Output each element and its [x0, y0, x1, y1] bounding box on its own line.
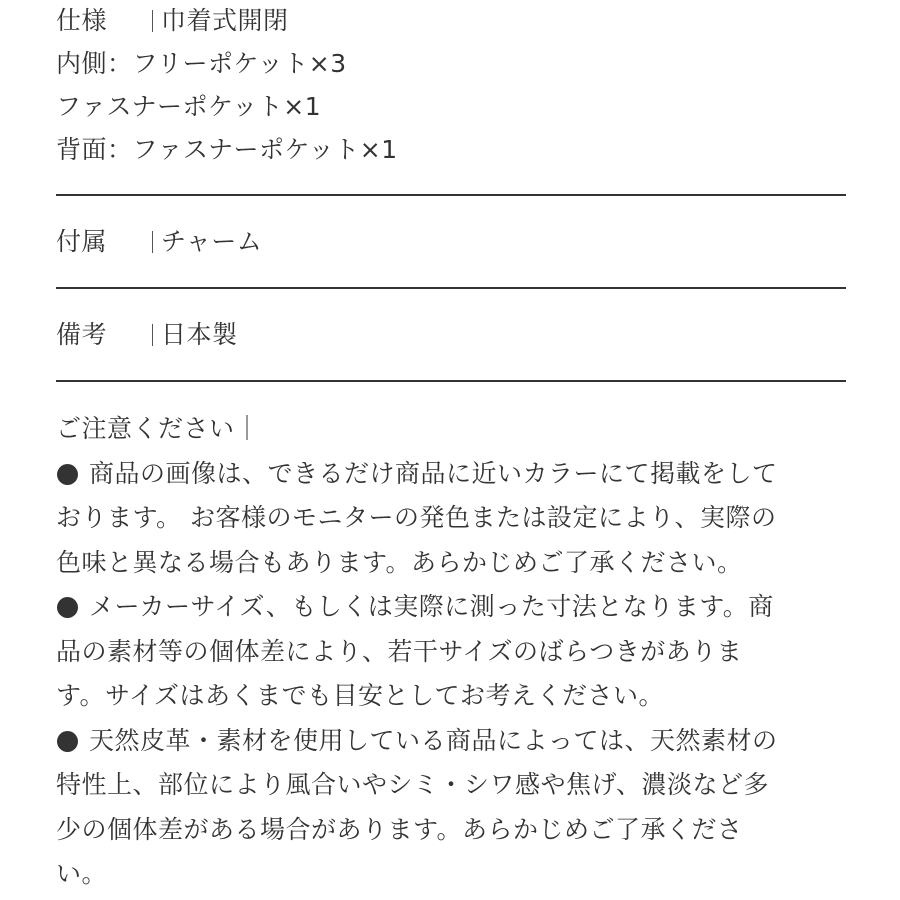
- notes-lines: [56, 452, 846, 897]
- divider: [56, 287, 846, 289]
- notes-section: [56, 407, 846, 897]
- separator-bar: [152, 324, 153, 346]
- note-line: [56, 452, 846, 497]
- note-line: [56, 763, 846, 808]
- note-text: 特性上、部位により風合いやシミ・シワ感や焦げ、濃淡など多: [56, 770, 770, 799]
- divider: [56, 380, 846, 382]
- spec-value: 巾着式開閉: [161, 6, 289, 35]
- product-details: [56, 0, 846, 897]
- note-text: 品の素材等の個体差により、若干サイズのばらつきがありま: [56, 636, 743, 666]
- separator-bar: [152, 231, 153, 253]
- spec-line: ファスナーポケット×1: [56, 92, 322, 121]
- spec-section: [56, 0, 846, 171]
- note-line: [56, 496, 846, 541]
- note-text: 商品の画像は、できるだけ商品に近いカラーにて掲載をして: [89, 458, 778, 488]
- separator-bar: [152, 10, 153, 32]
- note-text: い。: [56, 859, 108, 888]
- note-text: す。サイズはあくまでも目安としてお考えください。: [56, 681, 665, 710]
- bullet-icon: [57, 731, 78, 752]
- spec-row: [56, 0, 846, 42]
- accessory-row: [56, 220, 846, 263]
- bullet-icon: [57, 464, 78, 485]
- spec-line: 背面：ファスナーポケット×1: [56, 135, 398, 164]
- note-line: [56, 852, 846, 897]
- note-line: [56, 541, 846, 586]
- spec-line: 内側：フリーポケット×3: [56, 49, 347, 78]
- note-text: 色味と異なる場合もあります。あらかじめご了承ください。: [56, 547, 743, 577]
- divider: [56, 194, 846, 196]
- note-text: おります。 お客様のモニターの発色または設定により、実際の: [56, 503, 777, 532]
- note-line: [56, 630, 846, 675]
- note-line: [56, 674, 846, 719]
- bullet-icon: [57, 597, 78, 618]
- note-text: 少の個体差がある場合があります。あらかじめご了承くださ: [56, 814, 743, 844]
- note-text: 天然皮革・素材を使用している商品によっては、天然素材の: [89, 725, 778, 755]
- spec-label: 仕様: [56, 6, 108, 35]
- notes-heading: ご注意ください｜: [56, 414, 261, 443]
- remarks-value: 日本製: [161, 320, 238, 349]
- remarks-row: [56, 313, 846, 356]
- note-line: [56, 719, 846, 764]
- note-line: [56, 808, 846, 853]
- note-text: メーカーサイズ、もしくは実際に測った寸法となります。商: [89, 592, 774, 621]
- note-line: [56, 585, 846, 630]
- accessory-label: 付属: [56, 227, 108, 256]
- remarks-label: 備考: [56, 320, 108, 349]
- accessory-value: チャーム: [161, 227, 263, 256]
